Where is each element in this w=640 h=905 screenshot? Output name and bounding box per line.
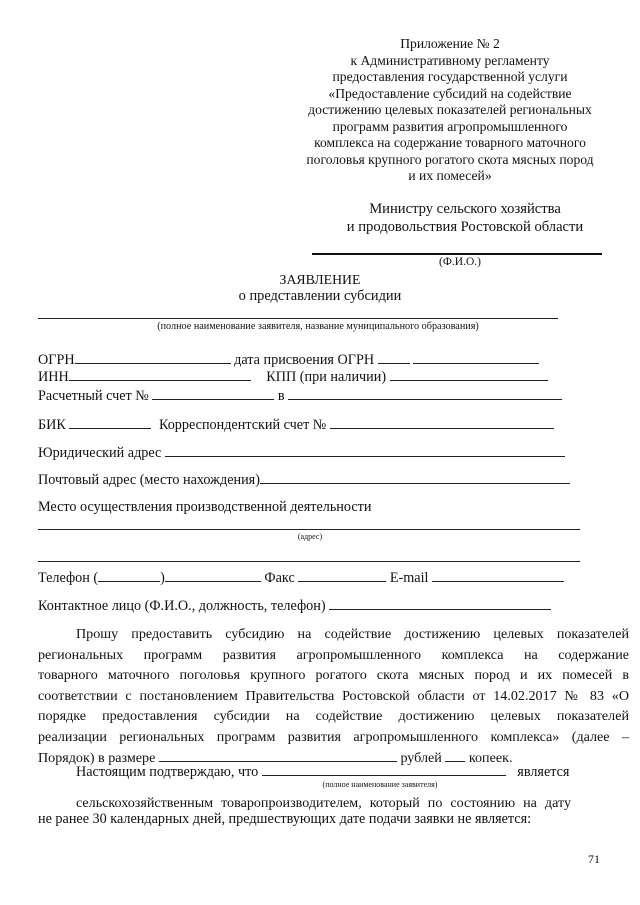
- corr-account-label: Корреспондентский счет №: [158, 417, 327, 433]
- ogrn-date-label: дата присвоения ОГРН: [234, 352, 375, 368]
- document-subtitle: о представлении субсидии: [238, 288, 402, 304]
- activity-place-label: Место осуществления производственной деятельности: [38, 499, 372, 515]
- addressee-line: и продовольствия Ростовской области: [346, 218, 584, 235]
- contacts-row: [38, 569, 564, 587]
- fio-caption: (Ф.И.О.): [439, 256, 481, 268]
- ogrn-date-day-field[interactable]: [378, 351, 410, 364]
- address-caption: (адрес): [297, 532, 323, 541]
- paragraph-line: региональных программ развития агропромышленного комплекса на содержание: [38, 646, 629, 663]
- appendix-line: «Предоставление субсидий на содействие: [328, 85, 572, 101]
- fax-field[interactable]: [298, 569, 386, 582]
- confirm-row: [76, 763, 569, 781]
- addressee-line: Министру сельского хозяйства: [369, 201, 561, 217]
- bank-name-field[interactable]: [288, 387, 562, 400]
- kpp-label: КПП (при наличии): [266, 369, 387, 385]
- activity-place-row: [38, 499, 371, 516]
- phone-field[interactable]: [165, 569, 261, 582]
- phone-close: ): [160, 570, 165, 586]
- applicant-name-line[interactable]: [38, 318, 558, 319]
- ogrn-row: [38, 351, 539, 369]
- bik-row: [38, 416, 554, 434]
- appendix-header: [280, 36, 620, 185]
- legal-address-field[interactable]: [165, 444, 565, 457]
- inn-label: ИНН: [38, 369, 69, 385]
- legal-address-label: Юридический адрес: [38, 445, 162, 461]
- appendix-line: к Административному регламенту: [350, 52, 550, 68]
- addressee-block: [300, 201, 630, 236]
- paragraph-line: реализации региональных программ развития агропромышленного комплекса» (далее –: [38, 728, 629, 745]
- postal-address-row: [38, 471, 570, 489]
- phone-code-field[interactable]: [98, 569, 160, 582]
- appendix-line: предоставления государственной услуги: [332, 69, 568, 84]
- email-label: E-mail: [389, 570, 429, 586]
- confirm-line-3: не ранее 30 календарных дней, предшествующих дате подачи заявки не является:: [38, 811, 532, 827]
- inn-field[interactable]: [69, 368, 251, 381]
- postal-address-field[interactable]: [260, 471, 570, 484]
- bik-field[interactable]: [69, 416, 151, 429]
- appendix-line: комплекса на содержание товарного маточного: [314, 135, 586, 150]
- confirm-prefix: Настоящим подтверждаю, что: [76, 764, 259, 780]
- request-paragraph: [38, 624, 629, 768]
- paragraph-line: Прошу предоставить субсидию на содействие достижению целевых показателей: [76, 626, 629, 642]
- paragraph-line: соответствии с постановлением Правительства Ростовской области от 14.02.2017 № 83 «О: [38, 687, 629, 704]
- page-number: 71: [588, 852, 600, 866]
- phone-label: Телефон (: [38, 570, 99, 586]
- ogrn-field[interactable]: [75, 351, 231, 364]
- paragraph-line: сельскохозяйственным товаропроизводителем, который по состоянию на дату: [76, 795, 571, 811]
- legal-address-row: [38, 444, 565, 462]
- confirm-suffix: является: [517, 764, 570, 780]
- activity-address-line-2[interactable]: [38, 561, 580, 562]
- applicant-caption: (полное наименование заявителя, название муниципального образования): [157, 321, 479, 332]
- contact-person-field[interactable]: [329, 597, 551, 610]
- email-field[interactable]: [432, 569, 564, 582]
- postal-address-label: Почтовый адрес (место нахождения): [38, 472, 260, 488]
- fax-label: Факс: [264, 570, 295, 586]
- amount-rubles-field[interactable]: [159, 749, 397, 762]
- confirm-caption: (полное наименование заявителя): [322, 780, 438, 789]
- paragraph-line: порядке предоставления субсидии на содействие достижению целевых показателей: [38, 708, 629, 725]
- inn-row: [38, 368, 548, 386]
- paragraph-line: товарного маточного поголовья крупного рогатого скота мясных пород и их помесей в: [38, 667, 629, 684]
- activity-address-line[interactable]: [38, 529, 580, 530]
- contact-person-row: [38, 597, 551, 615]
- confirm-applicant-field[interactable]: [262, 763, 506, 776]
- contact-person-label: Контактное лицо (Ф.И.О., должность, телефон): [38, 598, 326, 614]
- account-field[interactable]: [152, 387, 274, 400]
- account-bank-label: в: [277, 388, 285, 404]
- rubles-label: рублей: [400, 749, 442, 766]
- amount-kopecks-field[interactable]: [445, 749, 465, 762]
- bik-label: БИК: [38, 417, 66, 433]
- document-title: ЗАЯВЛЕНИЕ: [279, 272, 361, 287]
- appendix-line: программ развития агропромышленного: [332, 118, 568, 134]
- appendix-line: поголовья крупного рогатого скота мясных пород: [306, 151, 594, 167]
- account-row: [38, 387, 562, 405]
- kopecks-label: копеек.: [468, 749, 513, 766]
- account-label: Расчетный счет №: [38, 388, 149, 404]
- kpp-field[interactable]: [390, 368, 548, 381]
- appendix-line: Приложение № 2: [400, 36, 500, 51]
- amount-prefix: Порядок) в размере: [38, 749, 156, 766]
- ogrn-label: ОГРН: [38, 352, 75, 368]
- ogrn-date-field[interactable]: [413, 351, 539, 364]
- fio-input-line[interactable]: [312, 253, 602, 255]
- appendix-line: достижению целевых показателей региональных: [308, 102, 592, 117]
- appendix-line: и их помесей»: [408, 168, 492, 183]
- corr-account-field[interactable]: [330, 416, 554, 429]
